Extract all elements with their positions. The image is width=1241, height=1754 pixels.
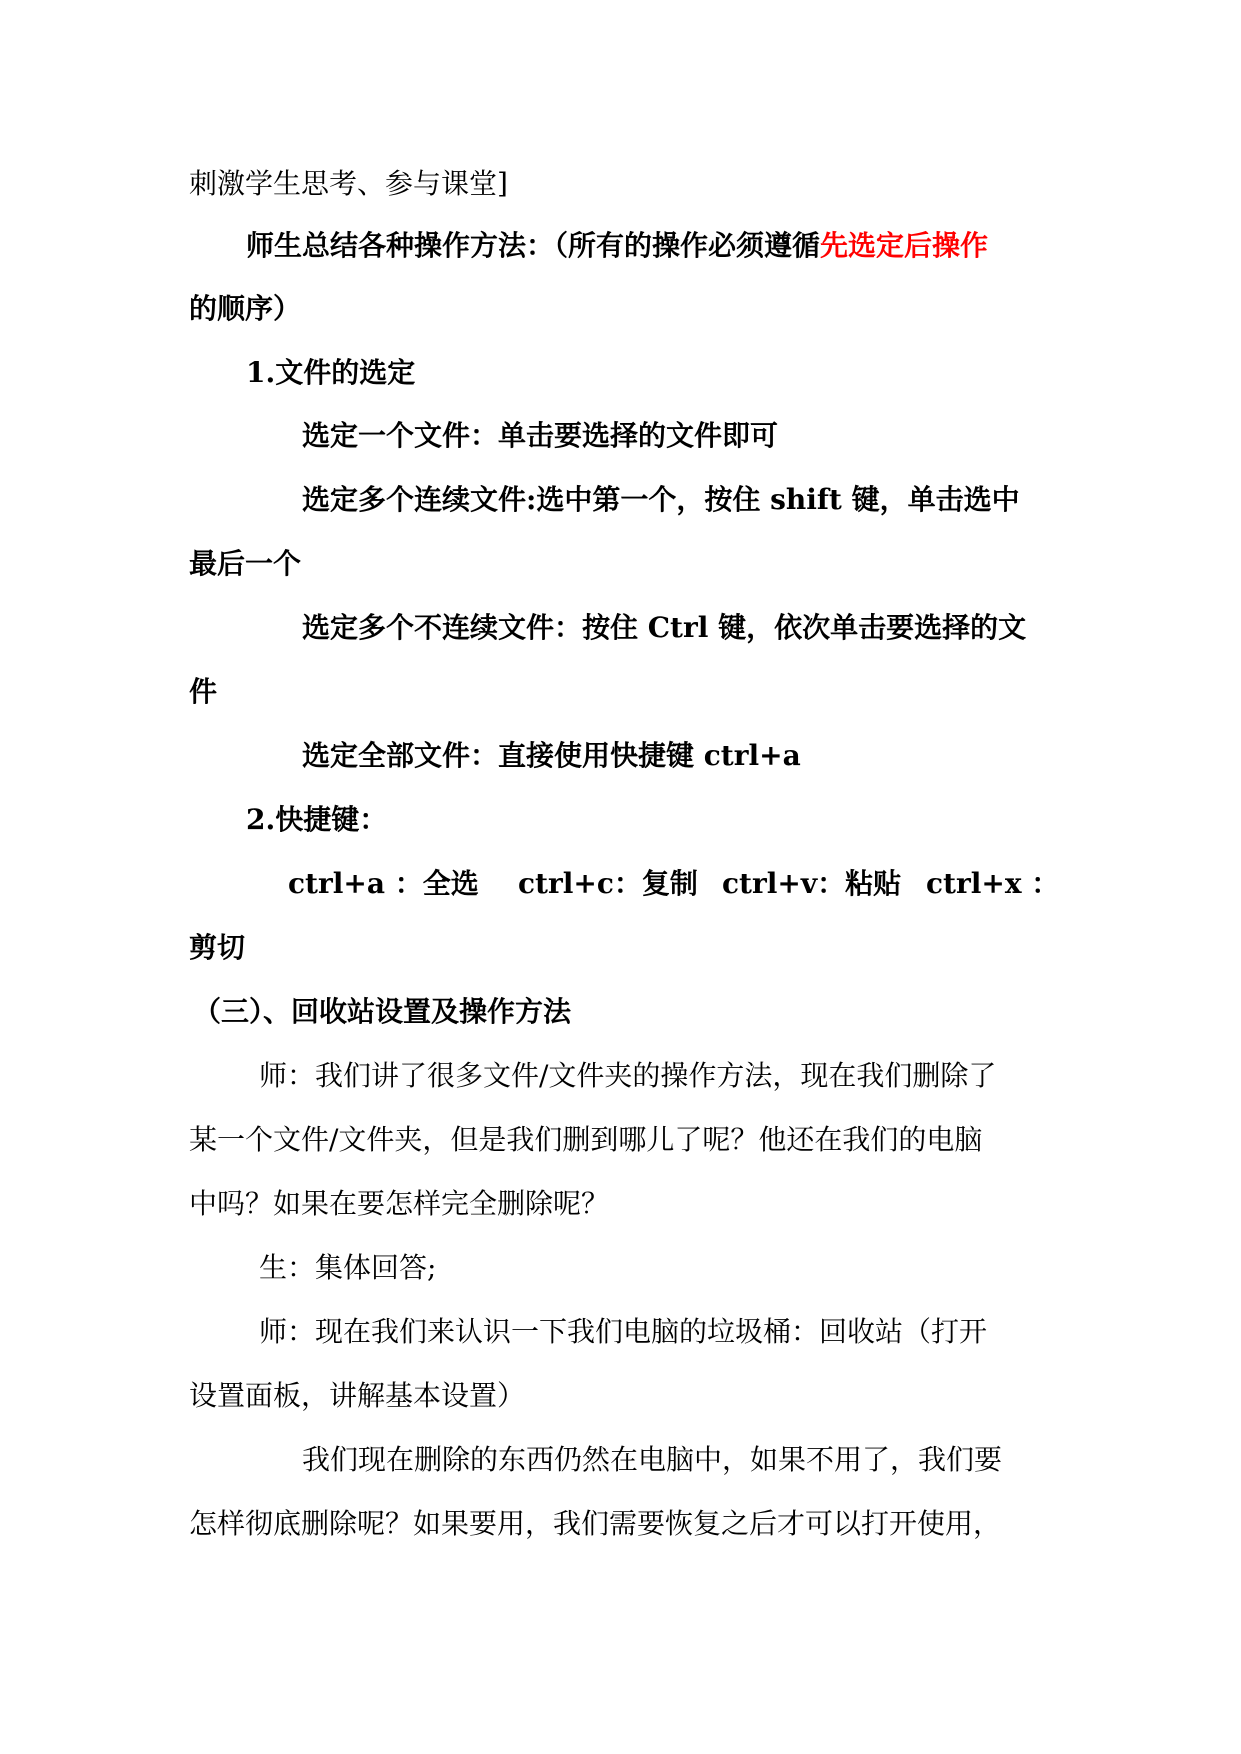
list-item: 选定多个不连续文件：按住 Ctrl 键，依次单击要选择的文 [302,611,1027,644]
highlighted-rule: 先选定后操作 [820,229,989,262]
shortcut-copy: ctrl+c：复制 [518,867,698,900]
list-item: 选定一个文件：单击要选择的文件即可 [302,419,779,452]
shortcut-select-all: ctrl+a ：全选 [288,867,479,900]
paragraph-line: 师：现在我们来认识一下我们电脑的垃圾桶：回收站（打开 [259,1315,988,1348]
paragraph-line: 生：集体回答; [259,1251,437,1284]
list-item-cont: 最后一个 [189,547,302,580]
shortcut-cut: ctrl+x ： [926,867,1060,900]
paragraph-line: 中吗？如果在要怎样完全删除呢？ [189,1187,610,1220]
section-title-shortcuts: 2.快捷键： [246,803,388,836]
paragraph-line: 设置面板，讲解基本设置） [189,1379,526,1412]
list-item: 选定多个连续文件:选中第一个，按住 shift 键，单击选中 [302,483,1020,516]
summary-heading-text: 师生总结各种操作方法：（所有的操作必须遵循 [246,229,821,262]
shortcut-line [288,866,1059,902]
paragraph-line: 刺激学生思考、参与课堂] [189,167,508,200]
shortcut-line-cont: 剪切 [189,931,246,964]
section-title-file-select: 1.文件的选定 [246,356,416,389]
summary-heading-cont: 的顺序） [189,292,302,325]
list-item: 选定全部文件：直接使用快捷键 ctrl+a [302,739,801,772]
shortcut-paste: ctrl+v：粘贴 [722,867,902,900]
paragraph-line: 师：我们讲了很多文件/文件夹的操作方法，现在我们删除了 [259,1059,997,1092]
section-title-recycle-bin: （三）、回收站设置及操作方法 [193,995,572,1028]
paragraph-line: 某一个文件/文件夹，但是我们删到哪儿了呢？他还在我们的电脑 [189,1123,983,1156]
summary-heading [246,228,988,264]
paragraph-line: 怎样彻底删除呢？如果要用，我们需要恢复之后才可以打开使用， [189,1507,1002,1540]
list-item-cont: 件 [189,675,218,708]
paragraph-line: 我们现在删除的东西仍然在电脑中，如果不用了，我们要 [302,1443,1003,1476]
